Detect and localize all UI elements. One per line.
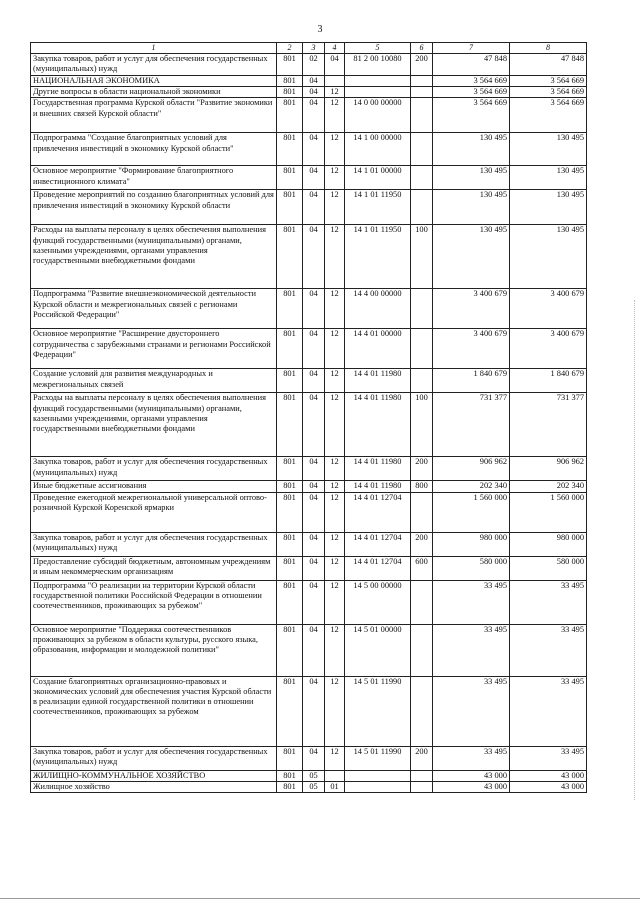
row-code-3: 04 [303, 556, 325, 580]
row-code-2: 801 [277, 75, 303, 86]
row-amount-7: 47 848 [433, 53, 510, 75]
row-code-3: 04 [303, 580, 325, 624]
row-code-2: 801 [277, 166, 303, 190]
row-code-3: 04 [303, 624, 325, 676]
row-code-5: 14 1 00 00000 [345, 133, 411, 166]
row-amount-8: 580 000 [510, 556, 587, 580]
row-name: Подпрограмма "Создание благоприятных условий для привлечения инвестиций в экономику Курской области" [31, 133, 277, 166]
table-row [31, 457, 587, 481]
row-amount-7: 906 962 [433, 457, 510, 481]
row-code-3: 04 [303, 98, 325, 133]
row-code-2: 801 [277, 556, 303, 580]
row-amount-7: 33 495 [433, 746, 510, 770]
table-row [31, 770, 587, 781]
row-code-5: 14 5 01 11990 [345, 746, 411, 770]
row-name: ЖИЛИЩНО-КОММУНАЛЬНОЕ ХОЗЯЙСТВО [31, 770, 277, 781]
row-code-5: 14 5 00 00000 [345, 580, 411, 624]
row-amount-8: 1 560 000 [510, 492, 587, 532]
row-code-5: 14 4 01 12704 [345, 532, 411, 556]
row-code-6 [411, 492, 433, 532]
table-row [31, 781, 587, 792]
row-name: Закупка товаров, работ и услуг для обеспечения государственных (муниципальных) нужд [31, 53, 277, 75]
row-code-2: 801 [277, 329, 303, 369]
row-code-5: 14 1 01 00000 [345, 166, 411, 190]
row-amount-8: 202 340 [510, 481, 587, 492]
row-code-5: 14 4 01 12704 [345, 556, 411, 580]
column-header: 8 [510, 43, 587, 54]
row-amount-7: 43 000 [433, 781, 510, 792]
row-amount-7: 3 400 679 [433, 329, 510, 369]
row-amount-8: 3 564 669 [510, 87, 587, 98]
table-row [31, 624, 587, 676]
table-row [31, 87, 587, 98]
row-amount-7: 731 377 [433, 393, 510, 457]
row-amount-8: 43 000 [510, 781, 587, 792]
row-amount-7: 580 000 [433, 556, 510, 580]
row-amount-8: 980 000 [510, 532, 587, 556]
row-code-3: 04 [303, 492, 325, 532]
table-row [31, 492, 587, 532]
row-amount-7: 130 495 [433, 133, 510, 166]
row-name: Предоставление субсидий бюджетным, автономным учреждениям и иным некоммерческим организациям [31, 556, 277, 580]
row-code-6: 200 [411, 746, 433, 770]
row-code-2: 801 [277, 770, 303, 781]
row-amount-7: 33 495 [433, 580, 510, 624]
row-code-6: 200 [411, 53, 433, 75]
row-code-5 [345, 87, 411, 98]
row-code-6 [411, 580, 433, 624]
row-code-3: 04 [303, 329, 325, 369]
row-code-2: 801 [277, 676, 303, 746]
row-amount-7: 3 400 679 [433, 289, 510, 329]
table-row [31, 532, 587, 556]
row-amount-8: 130 495 [510, 133, 587, 166]
row-amount-7: 3 564 669 [433, 75, 510, 86]
row-amount-7: 43 000 [433, 770, 510, 781]
row-amount-8: 3 564 669 [510, 98, 587, 133]
row-amount-7: 1 840 679 [433, 369, 510, 393]
row-code-2: 801 [277, 98, 303, 133]
row-code-3: 04 [303, 532, 325, 556]
row-amount-7: 202 340 [433, 481, 510, 492]
row-code-5: 14 4 01 00000 [345, 329, 411, 369]
row-code-6: 600 [411, 556, 433, 580]
row-code-5: 14 4 00 00000 [345, 289, 411, 329]
row-code-2: 801 [277, 225, 303, 289]
row-amount-8: 3 400 679 [510, 329, 587, 369]
row-code-3: 04 [303, 190, 325, 225]
row-code-2: 801 [277, 624, 303, 676]
row-name: Проведение мероприятий по созданию благоприятных условий для привлечения инвестиций в экономику Курской области [31, 190, 277, 225]
table-row [31, 133, 587, 166]
row-code-2: 801 [277, 289, 303, 329]
row-code-5: 14 4 01 11980 [345, 369, 411, 393]
row-amount-7: 1 560 000 [433, 492, 510, 532]
row-code-6: 200 [411, 457, 433, 481]
row-code-5: 14 4 01 11980 [345, 457, 411, 481]
table-row [31, 676, 587, 746]
row-name: Закупка товаров, работ и услуг для обеспечения государственных (муниципальных) нужд [31, 457, 277, 481]
column-header: 2 [277, 43, 303, 54]
row-code-5: 14 1 01 11950 [345, 190, 411, 225]
row-code-6 [411, 289, 433, 329]
row-code-6 [411, 75, 433, 86]
table-row [31, 289, 587, 329]
row-code-5: 14 0 00 00000 [345, 98, 411, 133]
row-code-6 [411, 190, 433, 225]
row-name: Основное мероприятие "Поддержка соотечественников проживающих за рубежом в области культуры, русского языка, образования, информации и молодежной политики" [31, 624, 277, 676]
table-row [31, 190, 587, 225]
row-code-4: 12 [325, 225, 345, 289]
row-code-5 [345, 75, 411, 86]
row-code-2: 801 [277, 190, 303, 225]
row-code-2: 801 [277, 532, 303, 556]
row-code-4: 12 [325, 746, 345, 770]
row-code-5: 14 4 01 11980 [345, 393, 411, 457]
row-code-2: 801 [277, 369, 303, 393]
row-code-5: 14 1 01 11950 [345, 225, 411, 289]
row-amount-7: 130 495 [433, 190, 510, 225]
row-name: Жилищное хозяйство [31, 781, 277, 792]
row-code-3: 04 [303, 369, 325, 393]
row-name: Создание условий для развития международных и межрегиональных связей [31, 369, 277, 393]
row-code-3: 04 [303, 457, 325, 481]
row-amount-8: 47 848 [510, 53, 587, 75]
table-row [31, 481, 587, 492]
column-header: 5 [345, 43, 411, 54]
row-code-3: 05 [303, 781, 325, 792]
row-name: Подпрограмма "Развитие внешнеэкономической деятельности Курской области и межрегиональных связей с регионами Российской Федерации" [31, 289, 277, 329]
row-code-6: 200 [411, 532, 433, 556]
row-code-2: 801 [277, 746, 303, 770]
row-code-3: 04 [303, 225, 325, 289]
row-code-4: 12 [325, 190, 345, 225]
row-code-6: 100 [411, 393, 433, 457]
row-code-4: 12 [325, 166, 345, 190]
row-code-4 [325, 770, 345, 781]
row-code-6 [411, 166, 433, 190]
row-amount-8: 130 495 [510, 225, 587, 289]
table-row [31, 98, 587, 133]
table-row [31, 746, 587, 770]
row-code-6: 100 [411, 225, 433, 289]
row-code-6 [411, 781, 433, 792]
scan-edge-mark [634, 300, 636, 800]
row-code-2: 801 [277, 781, 303, 792]
row-code-4 [325, 75, 345, 86]
row-code-3: 04 [303, 481, 325, 492]
row-code-2: 801 [277, 53, 303, 75]
row-amount-8: 33 495 [510, 746, 587, 770]
row-code-3: 02 [303, 53, 325, 75]
row-amount-8: 1 840 679 [510, 369, 587, 393]
row-code-6: 800 [411, 481, 433, 492]
row-code-2: 801 [277, 481, 303, 492]
row-code-6 [411, 87, 433, 98]
table-row [31, 225, 587, 289]
row-code-4: 12 [325, 457, 345, 481]
row-code-4: 12 [325, 133, 345, 166]
row-code-6 [411, 676, 433, 746]
column-number-row [31, 43, 587, 54]
row-code-2: 801 [277, 133, 303, 166]
column-header: 6 [411, 43, 433, 54]
row-code-5 [345, 781, 411, 792]
row-name: НАЦИОНАЛЬНАЯ ЭКОНОМИКА [31, 75, 277, 86]
row-code-3: 04 [303, 133, 325, 166]
row-code-6 [411, 624, 433, 676]
row-code-3: 04 [303, 87, 325, 98]
row-amount-8: 33 495 [510, 624, 587, 676]
row-name: Расходы на выплаты персоналу в целях обеспечения выполнения функций государственными (муниципальными) органами, казенными учреждениями, органами управления государственными внебюджетными фондами [31, 393, 277, 457]
row-code-6 [411, 98, 433, 133]
table-row [31, 75, 587, 86]
row-code-4: 12 [325, 289, 345, 329]
row-name: Закупка товаров, работ и услуг для обеспечения государственных (муниципальных) нужд [31, 532, 277, 556]
row-code-4: 01 [325, 781, 345, 792]
column-header: 7 [433, 43, 510, 54]
column-header: 4 [325, 43, 345, 54]
row-amount-8: 130 495 [510, 190, 587, 225]
row-code-5: 14 4 01 12704 [345, 492, 411, 532]
row-amount-7: 33 495 [433, 676, 510, 746]
row-name: Основное мероприятие "Формирование благоприятного инвестиционного климата" [31, 166, 277, 190]
table-row [31, 369, 587, 393]
row-amount-8: 43 000 [510, 770, 587, 781]
table-body [31, 53, 587, 792]
row-code-3: 04 [303, 75, 325, 86]
column-header: 3 [303, 43, 325, 54]
row-code-2: 801 [277, 393, 303, 457]
row-code-4: 12 [325, 369, 345, 393]
table-row [31, 556, 587, 580]
row-code-3: 04 [303, 166, 325, 190]
row-code-4: 12 [325, 556, 345, 580]
row-code-3: 05 [303, 770, 325, 781]
row-code-4: 04 [325, 53, 345, 75]
row-code-4: 12 [325, 87, 345, 98]
row-name: Проведение ежегодной межрегиональной универсальной оптово-розничной Курской Коренской ярмарки [31, 492, 277, 532]
row-code-3: 04 [303, 676, 325, 746]
row-code-4: 12 [325, 492, 345, 532]
row-code-4: 12 [325, 98, 345, 133]
row-code-4: 12 [325, 676, 345, 746]
column-header: 1 [31, 43, 277, 54]
table-row [31, 580, 587, 624]
row-code-3: 04 [303, 746, 325, 770]
row-name: Государственная программа Курской области "Развитие экономики и внешних связей Курской области" [31, 98, 277, 133]
row-amount-8: 33 495 [510, 676, 587, 746]
page-bottom-rule [0, 898, 640, 899]
row-code-3: 04 [303, 289, 325, 329]
row-amount-8: 906 962 [510, 457, 587, 481]
row-amount-7: 130 495 [433, 166, 510, 190]
row-code-4: 12 [325, 532, 345, 556]
row-amount-7: 130 495 [433, 225, 510, 289]
row-code-3: 04 [303, 393, 325, 457]
row-name: Создание благоприятных организационно-правовых и экономических условий для обеспечения участия Курской области в реализации единой государственной политики в отношении соотечественников, проживающих за рубежом [31, 676, 277, 746]
budget-table [30, 42, 587, 793]
row-code-4: 12 [325, 481, 345, 492]
row-code-5: 14 5 01 00000 [345, 624, 411, 676]
row-amount-8: 3 564 669 [510, 75, 587, 86]
row-name: Подпрограмма "О реализации на территории Курской области государственной политики Российской Федерации в отношении соотечественников, проживающих за рубежом" [31, 580, 277, 624]
row-code-6 [411, 770, 433, 781]
row-name: Другие вопросы в области национальной экономики [31, 87, 277, 98]
row-amount-8: 731 377 [510, 393, 587, 457]
row-code-6 [411, 369, 433, 393]
row-name: Основное мероприятие "Расширение двустороннего сотрудничества с зарубежными странами и регионами Российской Федерации" [31, 329, 277, 369]
table-row [31, 166, 587, 190]
row-code-4: 12 [325, 580, 345, 624]
row-amount-7: 3 564 669 [433, 98, 510, 133]
row-code-2: 801 [277, 457, 303, 481]
row-code-6 [411, 329, 433, 369]
row-amount-8: 3 400 679 [510, 289, 587, 329]
row-code-2: 801 [277, 87, 303, 98]
row-name: Закупка товаров, работ и услуг для обеспечения государственных (муниципальных) нужд [31, 746, 277, 770]
row-amount-7: 980 000 [433, 532, 510, 556]
row-code-2: 801 [277, 580, 303, 624]
row-amount-8: 130 495 [510, 166, 587, 190]
row-code-6 [411, 133, 433, 166]
row-code-4: 12 [325, 329, 345, 369]
row-amount-7: 3 564 669 [433, 87, 510, 98]
row-code-5: 81 2 00 10080 [345, 53, 411, 75]
row-name: Иные бюджетные ассигнования [31, 481, 277, 492]
row-code-4: 12 [325, 624, 345, 676]
table-row [31, 329, 587, 369]
row-name: Расходы на выплаты персоналу в целях обеспечения выполнения функций государственными (муниципальными) органами, казенными учреждениями, органами управления государственными внебюджетными фондами [31, 225, 277, 289]
row-code-5 [345, 770, 411, 781]
table-row [31, 53, 587, 75]
row-code-4: 12 [325, 393, 345, 457]
row-code-5: 14 4 01 11980 [345, 481, 411, 492]
page-number: 3 [317, 24, 323, 35]
row-amount-7: 33 495 [433, 624, 510, 676]
row-code-2: 801 [277, 492, 303, 532]
table-row [31, 393, 587, 457]
row-amount-8: 33 495 [510, 580, 587, 624]
row-code-5: 14 5 01 11990 [345, 676, 411, 746]
